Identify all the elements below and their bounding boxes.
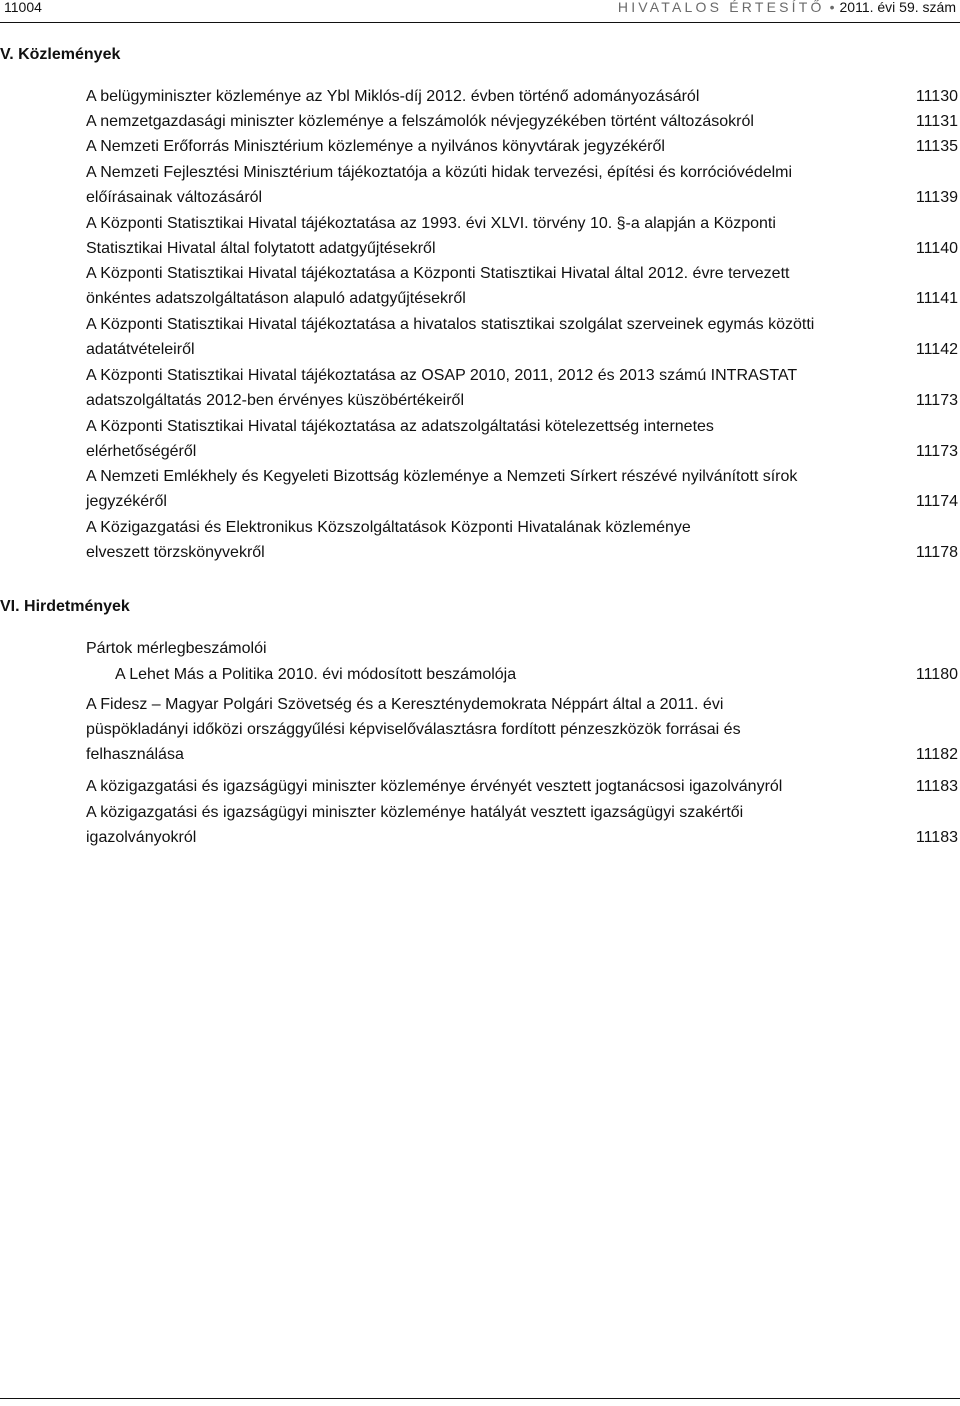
footer-divider	[0, 1398, 960, 1399]
toc-entry-title: A Nemzeti Emlékhely és Kegyeleti Bizottság közleménye a Nemzeti Sírkert részévé nyilvánított sírok jegyzékéről	[86, 468, 798, 510]
toc-entry-title: A Központi Statisztikai Hivatal tájékoztatása a Központi Statisztikai Hivatal által 2012. évre tervezett önkéntes adatszolgáltatáson alapuló adatgyűjtésekről	[86, 265, 790, 307]
toc-entry	[86, 312, 958, 362]
toc-entry-title: A Fidesz – Magyar Polgári Szövetség és a Kereszténydemokrata Néppárt által a 2011. évi püspökladányi időközi országgyűlési képviselőválasztásra fordított pénzeszközök forrásai és felhasználása	[86, 696, 741, 763]
toc-entry-title: A Központi Statisztikai Hivatal tájékoztatása az adatszolgáltatási kötelezettség internetes elérhetőségéről	[86, 418, 714, 460]
toc-entry-title: A Nemzeti Erőforrás Minisztérium közleménye a nyilvános könyvtárak jegyzékéről	[86, 138, 665, 155]
toc-entry-page: 11142	[915, 341, 958, 358]
toc-entry-page: 11178	[915, 544, 958, 561]
toc-entry-page: 11173	[915, 392, 958, 409]
toc-entry	[86, 160, 958, 210]
toc-entry-page: 11140	[915, 240, 958, 257]
toc-entry-page: 11180	[915, 666, 958, 683]
issue-number: 2011. évi 59. szám	[839, 0, 956, 15]
toc-entry-page: 11174	[915, 493, 958, 510]
page-number: 11004	[4, 0, 42, 15]
toc-entry	[86, 800, 958, 850]
section-title-kozlemenyek: V. Közlemények	[0, 46, 121, 63]
toc-entry	[86, 134, 958, 159]
header-separator: •	[829, 0, 835, 15]
toc-entry	[86, 464, 958, 514]
toc-entry-title: A Központi Statisztikai Hivatal tájékoztatása a hivatalos statisztikai szolgálat szerveinek egymás közötti adatátvételeiről	[86, 316, 815, 358]
toc-entry-title: A Központi Statisztikai Hivatal tájékoztatása az 1993. évi XLVI. törvény 10. §-a alapján a Központi Statisztikai Hivatal által folytatott adatgyűjtésekről	[86, 215, 776, 257]
toc-entry-page: 11131	[915, 113, 958, 130]
toc-entry	[86, 662, 958, 687]
toc-entry-page: 11139	[915, 189, 958, 206]
header-journal-info	[618, 0, 956, 14]
toc-entry-page: 11183	[915, 778, 958, 795]
toc-entry-title: A Közigazgatási és Elektronikus Közszolgáltatások Központi Hivatalának közleménye elveszett törzskönyvekről	[86, 519, 691, 561]
journal-title: HIVATALOS ÉRTESÍTŐ	[617, 0, 825, 15]
toc-entry-page: 11183	[915, 829, 958, 846]
toc-entry-page: 11130	[915, 88, 958, 105]
toc-entry	[86, 774, 958, 799]
header-divider	[0, 22, 960, 23]
subheading-party-reports: Pártok mérlegbeszámolói	[86, 640, 267, 657]
toc-entry-title: A Nemzeti Fejlesztési Minisztérium tájékoztatója a közúti hidak tervezési, építési és korrócióvédelmi előírásainak változásáról	[86, 164, 793, 206]
toc-entry	[86, 84, 958, 109]
section-title-hirdetmenyek: VI. Hirdetmények	[0, 598, 130, 615]
toc-entry-title: A nemzetgazdasági miniszter közleménye a felszámolók névjegyzékében történt változásokról	[86, 113, 754, 130]
toc-entry	[86, 414, 958, 464]
toc-entry	[86, 363, 958, 413]
toc-entry	[86, 211, 958, 261]
toc-entry-page: 11141	[915, 290, 958, 307]
toc-entry	[86, 261, 958, 311]
toc-entry-page: 11135	[915, 138, 958, 155]
page-header	[0, 0, 960, 24]
toc-entry-title: A közigazgatási és igazságügyi miniszter közleménye hatályát vesztett igazságügyi szakértői igazolványokról	[86, 804, 744, 846]
toc-entry-title: A belügyminiszter közleménye az Ybl Miklós-díj 2012. évben történő adományozásáról	[86, 88, 700, 105]
toc-entry-page: 11182	[915, 746, 958, 763]
toc-entry	[86, 515, 958, 565]
toc-entry	[86, 692, 958, 767]
toc-entry-page: 11173	[915, 443, 958, 460]
toc-entry-title: A közigazgatási és igazságügyi miniszter közleménye érvényét vesztett jogtanácsosi igazolványról	[86, 778, 783, 795]
toc-entry	[86, 109, 958, 134]
toc-entry-title: A Központi Statisztikai Hivatal tájékoztatása az OSAP 2010, 2011, 2012 és 2013 számú INTRASTAT adatszolgáltatás 2012-ben érvényes küszöbértékeiről	[86, 367, 797, 409]
toc-entry-title: A Lehet Más a Politika 2010. évi módosított beszámolója	[115, 666, 517, 683]
